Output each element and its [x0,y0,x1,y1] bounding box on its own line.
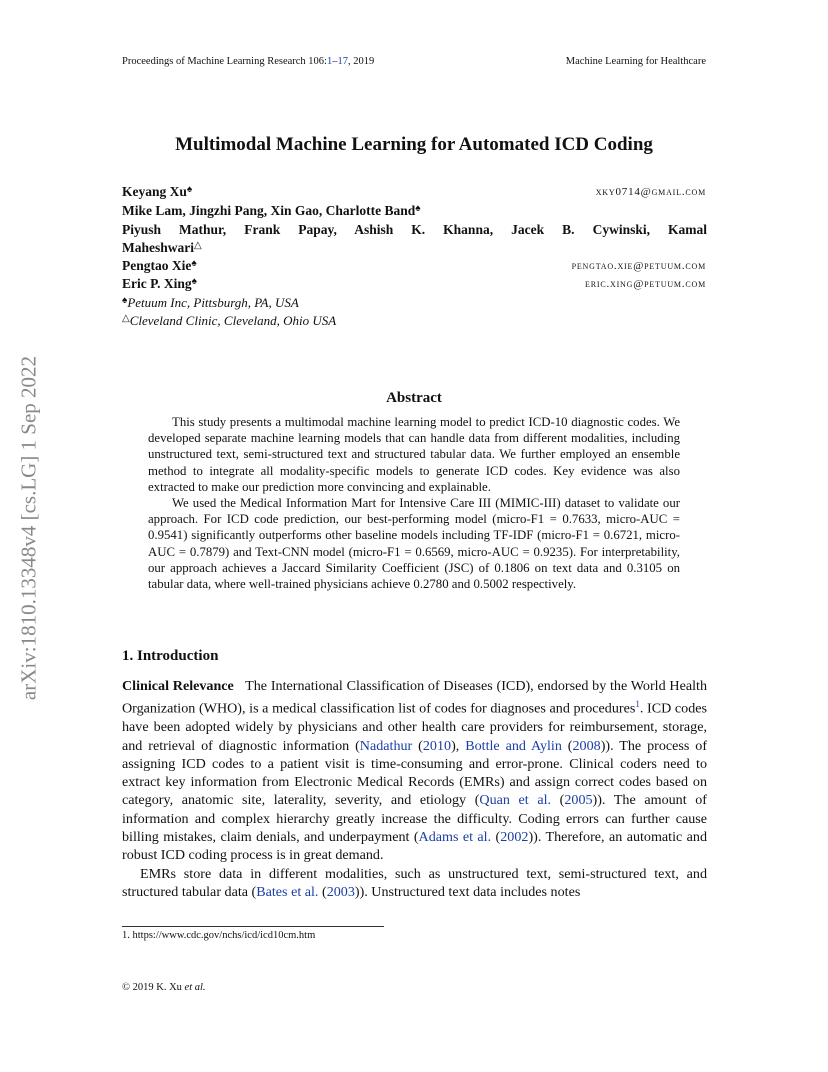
triangle-icon: △ [194,240,202,251]
citation-year-link[interactable]: 2005 [564,792,593,809]
citation-link[interactable]: Bates et al. [256,883,319,900]
author-email-1[interactable]: xky0714@gmail.com [595,186,706,198]
footnote: 1. https://www.cdc.gov/nchs/icd/icd10cm.htm [122,930,316,941]
copyright-icon: © [122,982,130,993]
citation-year-link[interactable]: 2008 [572,737,601,754]
author-line-4: Maheshwari△ [122,240,202,255]
copyright-line: © 2019 K. Xu et al. [122,982,206,993]
author-line-2: Mike Lam, Jingzhi Pang, Xin Gao, Charlotte Band♠ [122,203,421,218]
page-start-link[interactable]: 1 [326,56,333,67]
spade-icon: ♠ [191,258,197,269]
author-line-3: Piyush Mathur, Frank Papay, Ashish K. Khanna, Jacek B. Cywinski, Kamal [122,222,707,237]
author-line-1: Keyang Xu♠ [122,184,193,199]
section-heading-introduction: 1. Introduction [122,648,219,664]
run-in-heading: Clinical Relevance [122,678,234,694]
running-head-left: Proceedings of Machine Learning Research 106:1–17, 2019 [122,56,375,67]
abstract-body [148,414,680,592]
citation-link[interactable]: Bottle and Aylin [465,737,562,754]
citation-year-link[interactable]: 2003 [326,883,355,900]
spade-icon: ♠ [122,295,128,306]
affiliation-1: ♠Petuum Inc, Pittsburgh, PA, USA [122,295,299,310]
footnote-marker-link[interactable]: 1 [635,699,640,710]
abstract-paragraph-1: This study presents a multimodal machine learning model to predict ICD-10 diagnostic codes. We developed separate machine learning models that can handle data from different modalities, including unstructured text, semi-structured text and structured tabular data. We further employed an ensemble method to integrate all modality-specific models to generate ICD codes. Key evidence was also extracted to make our prediction more convincing and explainable. [148,415,680,494]
footnote-rule [122,926,384,927]
page-end-link[interactable]: 17 [337,56,348,67]
intro-paragraph-2: EMRs store data in different modalities, such as unstructured text, semi-structured text, and structured tabular data (Bates et al. (2003)). Unstructured text data includes notes [122,865,707,900]
author-email-3[interactable]: eric.xing@petuum.com [585,278,706,290]
spade-icon: ♠ [191,276,197,287]
intro-paragraph-1: Clinical Relevance The International Classification of Diseases (ICD), endorsed by the World Health Organization (WHO), is a medical classification list of codes for diagnoses and procedures$^1$. ICD codes have been adopted widely by physicians and other health care providers for reimbursement, storage, and retrieval of diagnostic information (Nadathur (2010), Bottle and Aylin (2008)). The process of assigning ICD codes to a patient visit is time-consuming and error-prone. Clinical coders need to extract key information from Electronic Medical Records (EMRs) and assign correct codes based on category, anatomic site, laterality, severity, and etiology (Quan et al. (2005)). The amount of information and complex hierarchy greatly increase the difficulty. Coding errors can further cause billing mistakes, claim denials, and underpayment (Adams et al. (2002)). Therefore, an automatic and robust ICD coding process is in great demand. [122,678,708,864]
citation-year-link[interactable]: 2010 [422,737,452,754]
citation-year-link[interactable]: 2002 [500,829,529,846]
affiliation-2: △Cleveland Clinic, Cleveland, Ohio USA [122,313,337,328]
abstract-heading: Abstract [386,390,442,406]
author-line-6: Eric P. Xing♠ [122,276,197,291]
citation-link[interactable]: Nadathur [359,737,413,754]
triangle-icon: △ [122,313,130,324]
spade-icon: ♠ [186,184,193,195]
abstract-paragraph-2: We used the Medical Information Mart for Intensive Care III (MIMIC-III) dataset to validate our approach. For ICD code prediction, our best-performing model (micro-F1 = 0.7633, micro-AUC = 0.9541) significantly outperforms other baseline models including TF-IDF (micro-F1 = 0.6721, micro-AUC = 0.7879) and Text-CNN model (micro-F1 = 0.6569, micro-AUC = 0.9235). For interpretability, our approach achieves a Jaccard Similarity Coefficient (JSC) of 0.1806 on text data and 0.3105 on tabular data, where well-trained physicians achieve 0.2780 and 0.5002 respectively. [148,496,680,592]
paper-title: Multimodal Machine Learning for Automated ICD Coding [175,134,653,155]
introduction-body [122,677,707,901]
citation-link[interactable]: Quan et al. [479,792,552,809]
author-line-5: Pengtao Xie♠ [122,258,197,273]
spade-icon: ♠ [415,203,421,214]
citation-link[interactable]: Adams et al. [418,829,492,846]
author-email-2[interactable]: pengtao.xie@petuum.com [571,260,706,272]
running-head-right: Machine Learning for Healthcare [565,56,706,67]
arxiv-stamp: arXiv:1810.13348v4 [cs.LG] 1 Sep 2022 [16,355,41,701]
